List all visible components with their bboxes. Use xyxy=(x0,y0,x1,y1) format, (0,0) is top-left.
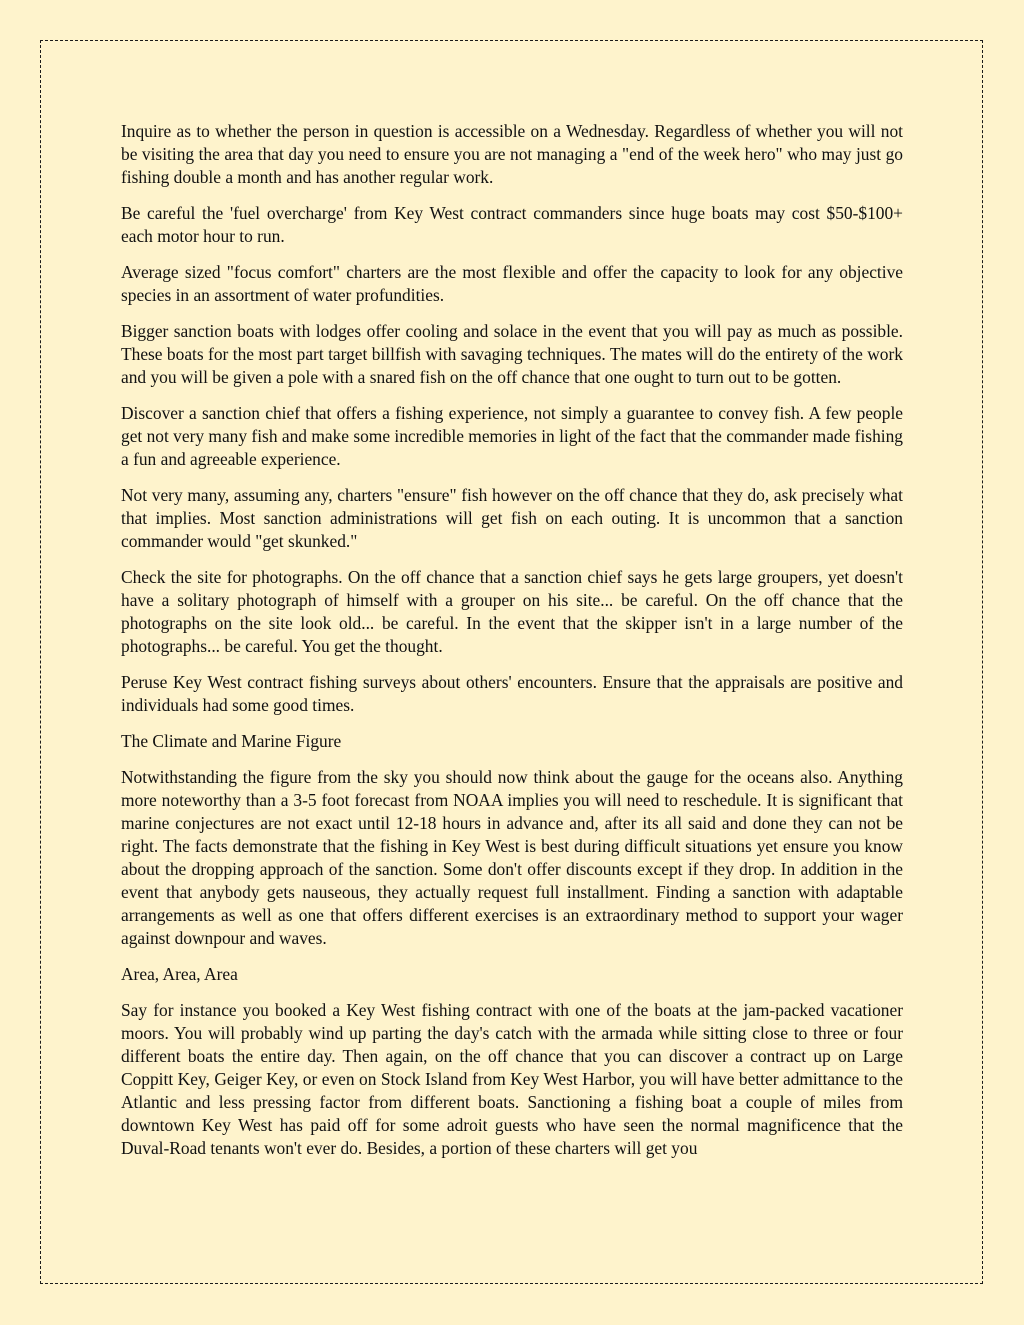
paragraph-marine-forecast: Notwithstanding the figure from the sky you should now think about the gauge for the oceans also. Anything more noteworthy than a 3-5 foot forecast from NOAA implies you will need to reschedule. It is significant that marine conjectures are not exact until 12-18 hours in advance and, after its all said and done they can not be right. The facts demonstrate that the fishing in Key West is best during difficult situations yet ensure you know about the dropping approach of the sanction. Some don't offer discounts except if they drop. In addition in the event that anybody gets nauseous, they actually request full installment. Finding a sanction with adaptable arrangements as well as one that offers different exercises is an extraordinary method to support your wager against downpour and waves. xyxy=(121,767,903,948)
paragraph-ensure-fish: Not very many, assuming any, charters "ensure" fish however on the off chance that they do, ask precisely what that implies. Most sanction administrations will get fish on each outing. It is uncommon that a sanction commander would "get skunked." xyxy=(121,485,903,551)
section-heading-area: Area, Area, Area xyxy=(121,964,238,984)
paragraph-check-photographs: Check the site for photographs. On the off chance that a sanction chief says he gets large groupers, yet doesn't have a solitary photograph of himself with a grouper on his site... be careful. On the off chance that the photographs on the site look old... be careful. In the event that the skipper isn't in a large number of the photographs... be careful. You get the thought. xyxy=(121,567,903,656)
document-body xyxy=(121,120,903,1173)
paragraph-location: Say for instance you booked a Key West fishing contract with one of the boats at the jam-packed vacationer moors. You will probably wind up parting the day's catch with the armada while sitting close to three or four different boats the entire day. Then again, on the off chance that you can discover a contract up on Large Coppitt Key, Geiger Key, or even on Stock Island from Key West Harbor, you will have better admittance to the Atlantic and less pressing factor from different boats. Sanctioning a fishing boat a couple of miles from downtown Key West has paid off for some adroit guests who have seen the normal magnificence that the Duval-Road tenants won't ever do. Besides, a portion of these charters will get you xyxy=(121,1000,903,1158)
paragraph-wednesday-availability: Inquire as to whether the person in question is accessible on a Wednesday. Regardless of whether you will not be visiting the area that day you need to ensure you are not managing a "end of the week hero" who may just go fishing double a month and has another regular work. xyxy=(121,121,903,187)
paragraph-fuel-overcharge: Be careful the 'fuel overcharge' from Key West contract commanders since huge boats may cost $50-$100+ each motor hour to run. xyxy=(121,203,903,246)
section-heading-climate: The Climate and Marine Figure xyxy=(121,731,342,751)
paragraph-fishing-experience: Discover a sanction chief that offers a fishing experience, not simply a guarantee to convey fish. A few people get not very many fish and make some incredible memories in light of the fact that the commander made fishing a fun and agreeable experience. xyxy=(121,403,903,469)
paragraph-bigger-boats: Bigger sanction boats with lodges offer cooling and solace in the event that you will pay as much as possible. These boats for the most part target billfish with savaging techniques. The mates will do the entirety of the work and you will be given a pole with a snared fish on the off chance that one ought to turn out to be gotten. xyxy=(121,321,903,387)
paragraph-reviews: Peruse Key West contract fishing surveys about others' encounters. Ensure that the appraisals are positive and individuals had some good times. xyxy=(121,672,903,715)
paragraph-average-charters: Average sized "focus comfort" charters are the most flexible and offer the capacity to look for any objective species in an assortment of water profundities. xyxy=(121,262,903,305)
